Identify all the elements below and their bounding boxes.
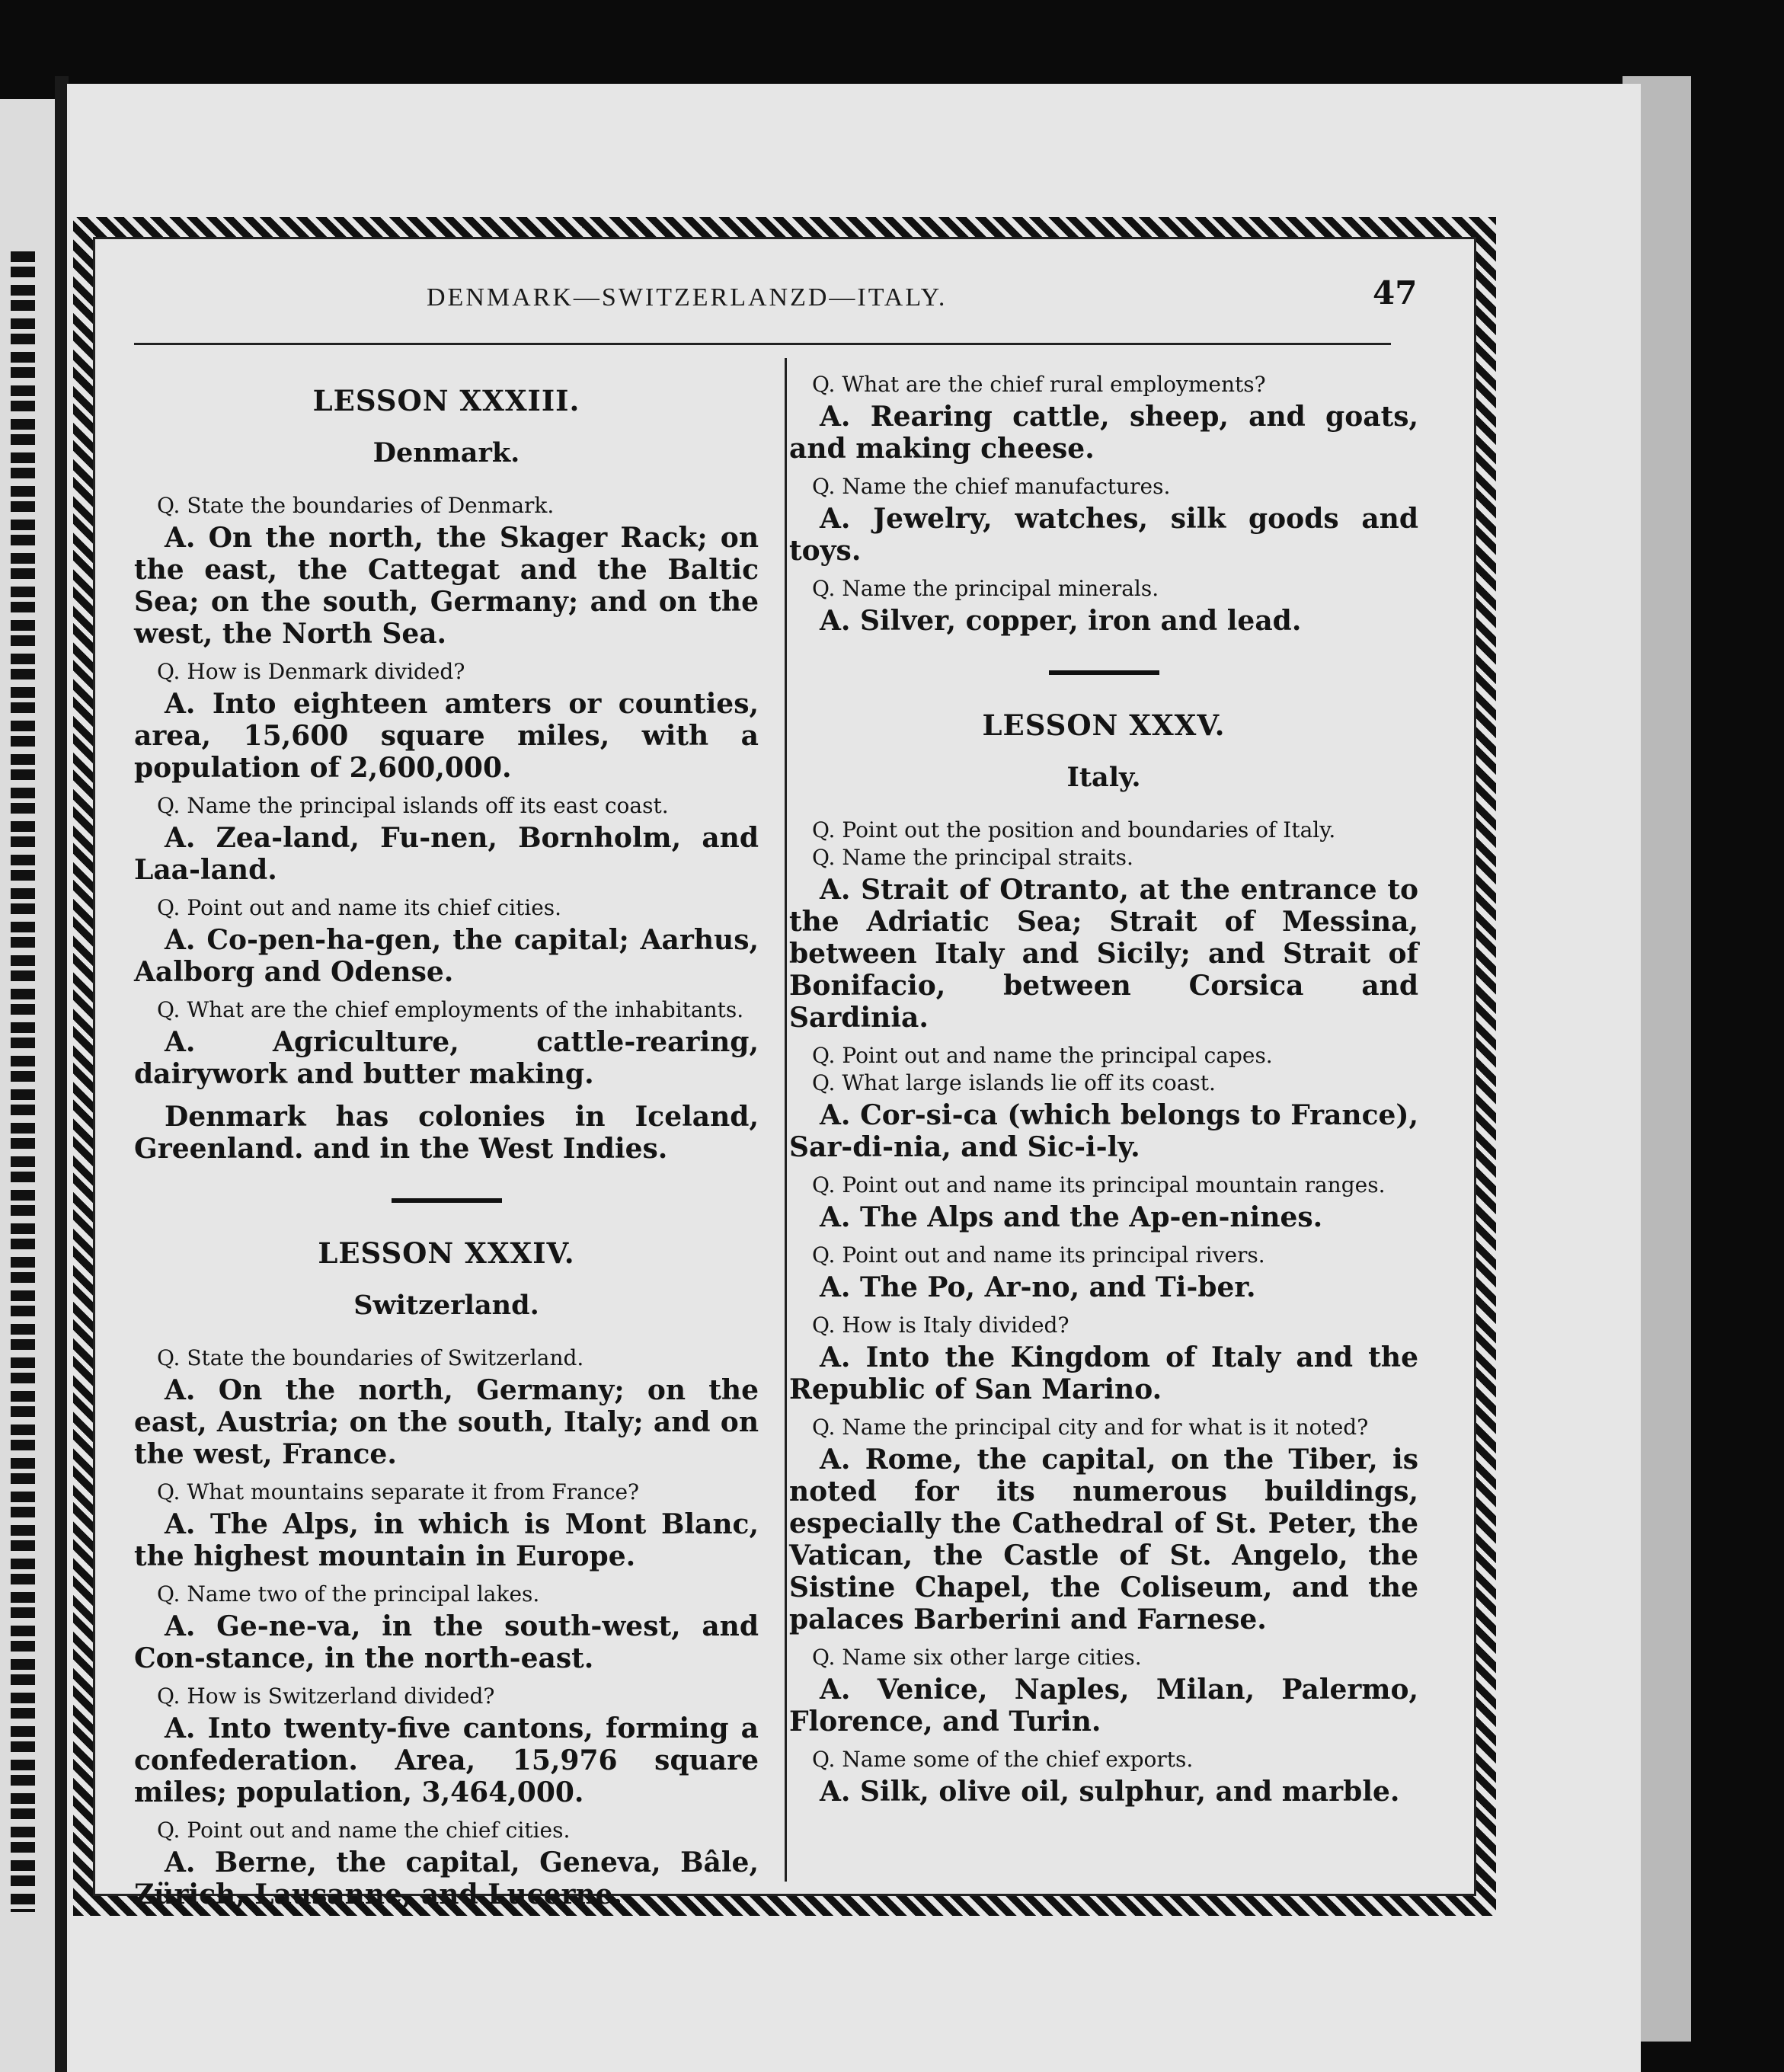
answer: A. Silver, copper, iron and lead.: [820, 605, 1302, 637]
answer: A. Zea-land, Fu-nen, Bornholm, and Laa-land.: [134, 822, 759, 886]
right-column: [789, 373, 1418, 1818]
answer: A. On the north, Germany; on the east, Austria; on the south, Italy; and on the west, France.: [134, 1374, 759, 1470]
question: Q. Name the principal islands off its east coast.: [157, 793, 669, 818]
running-title: DENMARK—SWITZERLANZD—ITALY.: [427, 283, 948, 312]
answer: A. Jewelry, watches, silk goods and toys.: [789, 503, 1418, 567]
question: Q. Name two of the principal lakes.: [157, 1581, 540, 1607]
question: Q. State the boundaries of Switzerland.: [157, 1345, 584, 1370]
question: Q. Name the principal minerals.: [812, 576, 1159, 601]
question: Q. Name some of the chief exports.: [812, 1747, 1194, 1772]
answer: A. Into eighteen amters or counties, area, 15,600 square miles, with a population of 2,600,000.: [134, 688, 759, 784]
section-divider: [392, 1198, 502, 1203]
answer: A. Venice, Naples, Milan, Palermo, Florence, and Turin.: [789, 1674, 1418, 1738]
country-heading: Switzerland.: [353, 1290, 539, 1321]
page-number: 47: [1373, 274, 1418, 312]
lesson-title: LESSON XXXIV.: [318, 1236, 575, 1270]
question: Q. What are the chief rural employments?: [812, 372, 1266, 397]
question: Q. What mountains separate it from France?: [157, 1479, 640, 1504]
answer: A. Rome, the capital, on the Tiber, is noted for its numerous buildings, especially the Cathedral of St. Peter, the Vatican, the Castle of St. Angelo, the Sistine Chapel, the Coliseum, and the palaces Barberini and Farnese.: [789, 1444, 1418, 1636]
answer: A. Co-pen-ha-gen, the capital; Aarhus, Aalborg and Odense.: [134, 924, 759, 988]
answer: A. The Po, Ar-no, and Ti-ber.: [820, 1271, 1256, 1303]
question: Q. What large islands lie off its coast.: [812, 1070, 1216, 1095]
header-rule: [134, 343, 1391, 345]
question: Q. What are the chief employments of the inhabitants.: [157, 997, 744, 1022]
question: Q. How is Switzerland divided?: [157, 1684, 495, 1709]
closing-note: Denmark has colonies in Iceland, Greenland. and in the West Indies.: [134, 1101, 759, 1165]
answer: A. Ge-ne-va, in the south-west, and Con-stance, in the north-east.: [134, 1610, 759, 1674]
lesson-title: LESSON XXXV.: [982, 708, 1226, 742]
column-divider: [785, 358, 787, 1882]
answer: A. Silk, olive oil, sulphur, and marble.: [820, 1776, 1400, 1808]
question: Q. How is Denmark divided?: [157, 659, 465, 684]
left-column: [134, 373, 759, 1921]
lesson-title: LESSON XXXIII.: [312, 384, 580, 417]
previous-page-border: [11, 251, 35, 1912]
question: Q. Point out and name its chief cities.: [157, 895, 562, 920]
section-divider: [1049, 670, 1159, 675]
answer: A. Into the Kingdom of Italy and the Republic of San Marino.: [789, 1341, 1418, 1405]
country-heading: Italy.: [1066, 762, 1141, 793]
question: Q. Point out and name its principal mountain ranges.: [812, 1172, 1386, 1197]
question: Q. Point out and name the principal capes.: [812, 1043, 1273, 1068]
answer: A. Strait of Otranto, at the entrance to the Adriatic Sea; Strait of Messina, between Italy and Sicily; and Strait of Bonifacio, between Corsica and Sardinia.: [789, 874, 1418, 1034]
answer: A. The Alps, in which is Mont Blanc, the highest mountain in Europe.: [134, 1508, 759, 1572]
question: Q. Name the principal city and for what is it noted?: [812, 1415, 1369, 1440]
answer: A. Rearing cattle, sheep, and goats, and making cheese.: [789, 401, 1418, 465]
question: Q. Point out and name the chief cities.: [157, 1818, 571, 1843]
question: Q. How is Italy divided?: [812, 1313, 1069, 1338]
answer: A. Cor-si-ca (which belongs to France), Sar-di-nia, and Sic-i-ly.: [789, 1099, 1418, 1163]
answer: A. On the north, the Skager Rack; on the east, the Cattegat and the Baltic Sea; on the south, Germany; and on the west, the North Sea.: [134, 522, 759, 650]
answer: A. Into twenty-five cantons, forming a confederation. Area, 15,976 square miles; population, 3,464,000.: [134, 1712, 759, 1808]
question: Q. Point out and name its principal rivers.: [812, 1242, 1265, 1268]
answer: A. Berne, the capital, Geneva, Bâle, Zürich, Lausanne, and Lucerne.: [134, 1847, 759, 1911]
answer: A. The Alps and the Ap-en-nines.: [820, 1201, 1323, 1233]
country-heading: Denmark.: [372, 437, 520, 468]
question: Q. Name the principal straits.: [812, 845, 1133, 870]
question: Q. Name the chief manufactures.: [812, 474, 1171, 499]
question: Q. Name six other large cities.: [812, 1645, 1142, 1670]
answer: A. Agriculture, cattle-rearing, dairywork and butter making.: [134, 1026, 759, 1090]
question: Q. State the boundaries of Denmark.: [157, 493, 555, 518]
question: Q. Point out the position and boundaries of Italy.: [812, 817, 1336, 843]
